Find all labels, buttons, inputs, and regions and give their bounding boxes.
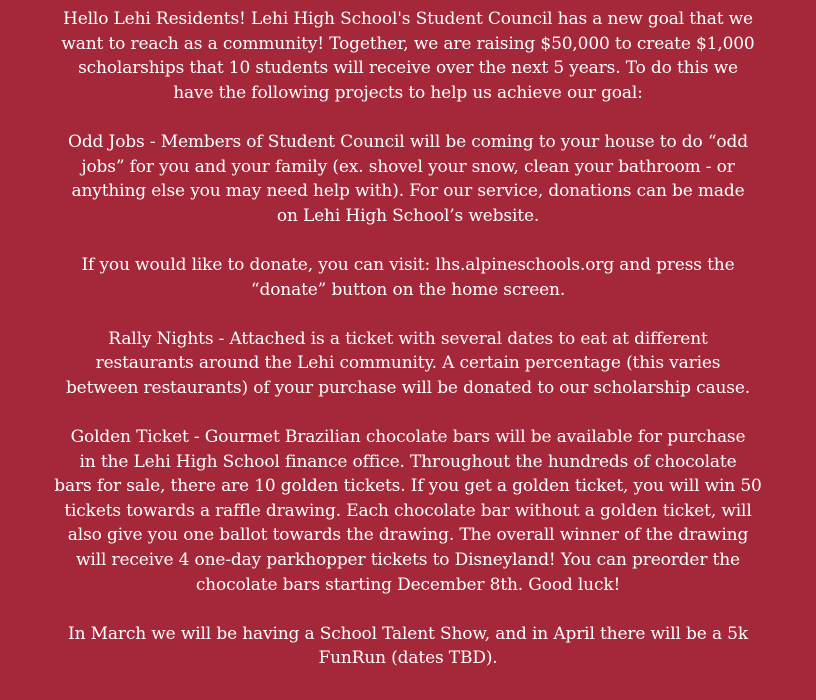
paragraph-line: tickets towards a raffle drawing. Each chocolate bar without a golden ticket, will	[64, 500, 752, 521]
paragraph-line: will receive 4 one-day parkhopper tickets to Disneyland! You can preorder the	[76, 550, 740, 571]
rally-nights-paragraph	[18, 327, 798, 401]
paragraph-line: In March we will be having a School Talent Show, and in April there will be a 5k	[68, 623, 748, 644]
paragraph-line: If you would like to donate, you can visit: lhs.alpineschools.org and press the	[81, 254, 735, 275]
paragraph-line: restaurants around the Lehi community. A certain percentage (this varies	[95, 353, 721, 374]
odd-jobs-paragraph	[18, 130, 798, 228]
paragraph-line: on Lehi High School’s website.	[276, 205, 540, 226]
paragraph-line: “donate” button on the home screen.	[250, 279, 566, 300]
paragraph-line: anything else you may need help with). For our service, donations can be made	[71, 181, 745, 202]
paragraph-line: Hello Lehi Residents! Lehi High School's Student Council has a new goal that we	[63, 9, 753, 29]
paragraph-line: have the following projects to help us achieve our goal:	[173, 82, 643, 103]
paragraph-line: Odd Jobs - Members of Student Council will be coming to your house to do “odd	[68, 131, 748, 152]
golden-ticket-paragraph	[18, 425, 798, 597]
intro-paragraph	[18, 7, 798, 105]
paragraph-line: FunRun (dates TBD).	[318, 648, 498, 669]
paragraph-line: chocolate bars starting December 8th. Good luck!	[195, 574, 621, 595]
paragraph-line: Rally Nights - Attached is a ticket with several dates to eat at different	[108, 328, 708, 349]
events-paragraph	[18, 622, 798, 671]
paragraph-line: Golden Ticket - Gourmet Brazilian chocolate bars will be available for purchase	[70, 427, 746, 448]
paragraph-line: in the Lehi High School finance office. Throughout the hundreds of chocolate	[79, 451, 737, 472]
paragraph-line: between restaurants) of your purchase will be donated to our scholarship cause.	[65, 377, 751, 398]
paragraph-line: also give you one ballot towards the drawing. The overall winner of the drawing	[67, 525, 749, 546]
paragraph-line: want to reach as a community! Together, we are raising $50,000 to create $1,000	[61, 33, 755, 54]
paragraph-line: jobs” for you and your family (ex. shovel your snow, clean your bathroom - or	[81, 156, 735, 177]
paragraph-line: scholarships that 10 students will receive over the next 5 years. To do this we	[78, 58, 738, 79]
paragraph-line: bars for sale, there are 10 golden tickets. If you get a golden ticket, you will win 50	[54, 476, 762, 497]
donate-paragraph	[18, 253, 798, 302]
